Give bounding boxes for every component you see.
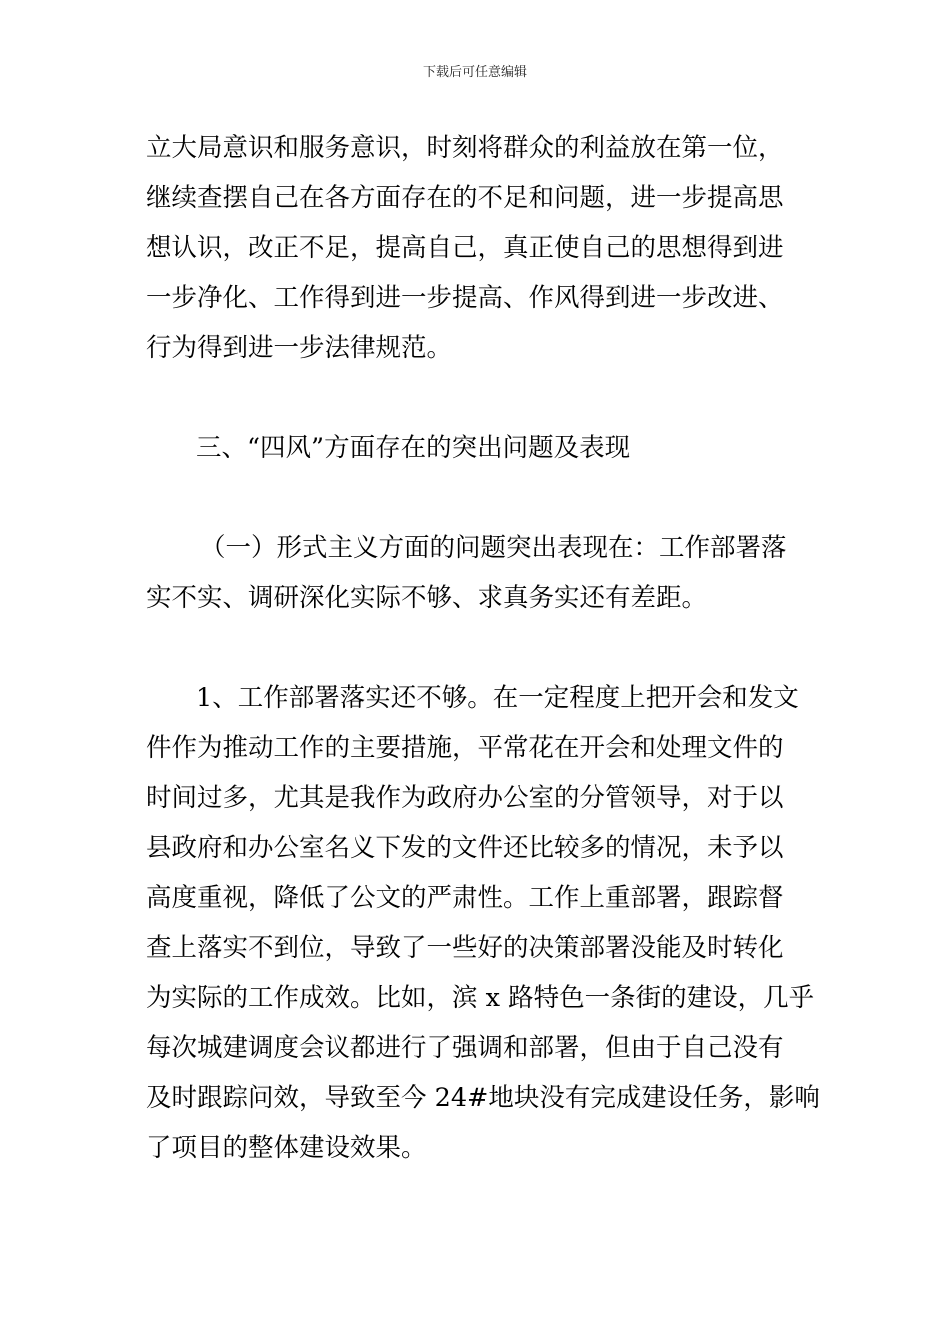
paragraph-line: 件作为推动工作的主要措施，平常花在开会和处理文件的 xyxy=(146,733,784,763)
paragraph-line: 继续查摆自己在各方面存在的不足和问题，进一步提高思 xyxy=(146,183,784,213)
paragraph-line: 及时跟踪问效，导致至今 24#地块没有完成建设任务，影响 xyxy=(146,1083,820,1113)
paragraph-line: 立大局意识和服务意识，时刻将群众的利益放在第一位， xyxy=(146,133,784,163)
paragraph-line: 实不实、调研深化实际不够、求真务实还有差距。 xyxy=(146,583,708,613)
paragraph-line: 每次城建调度会议都进行了强调和部署，但由于自己没有 xyxy=(146,1033,784,1063)
paragraph-line: 县政府和办公室名义下发的文件还比较多的情况，未予以 xyxy=(146,833,784,863)
paragraph-line: 了项目的整体建设效果。 xyxy=(146,1133,427,1163)
paragraph-line: 一步净化、工作得到进一步提高、作风得到进一步改进、 xyxy=(146,283,784,313)
list-item-first-line: 1、工作部署落实还不够。在一定程度上把开会和发文 xyxy=(196,683,799,713)
paragraph-line: 想认识，改正不足，提高自己，真正使自己的思想得到进 xyxy=(146,233,784,263)
paragraph-line: 高度重视，降低了公文的严肃性。工作上重部署，跟踪督 xyxy=(146,883,784,913)
paragraph-line: 行为得到进一步法律规范。 xyxy=(146,333,453,363)
subsection-heading: （一）形式主义方面的问题突出表现在：工作部署落 xyxy=(200,533,787,563)
section-heading: 三、“四风”方面存在的突出问题及表现 xyxy=(196,433,631,463)
paragraph-line: 查上落实不到位，导致了一些好的决策部署没能及时转化 xyxy=(146,933,784,963)
paragraph-line: 为实际的工作成效。比如，滨 x 路特色一条街的建设，几乎 xyxy=(146,983,815,1013)
paragraph-line: 时间过多，尤其是我作为政府办公室的分管领导，对于以 xyxy=(146,783,784,813)
page-header: 下载后可任意编辑 xyxy=(422,65,527,80)
